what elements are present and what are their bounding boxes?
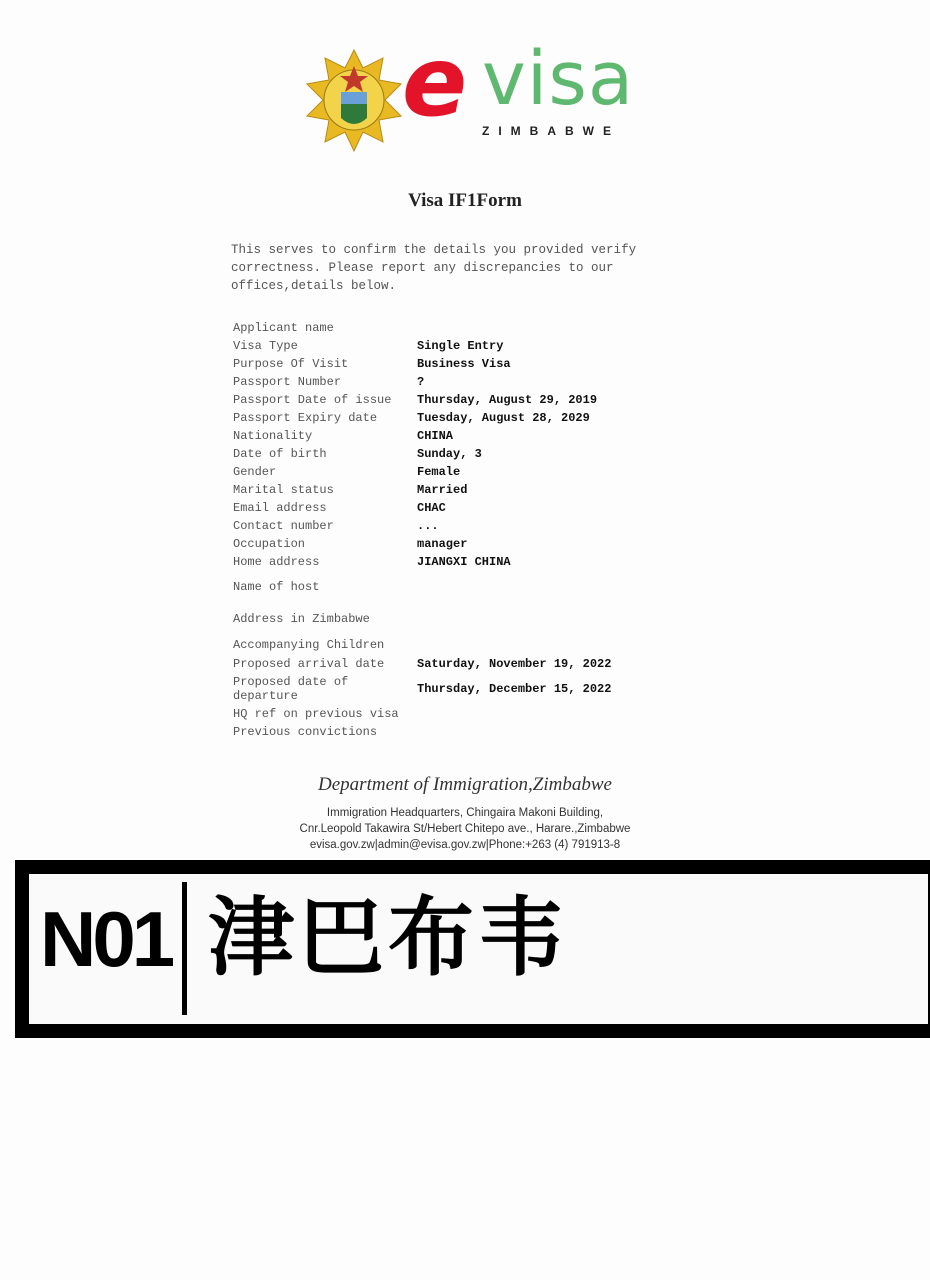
field-value: CHINA (417, 429, 454, 443)
field-label: Proposed arrival date (233, 657, 385, 671)
field-value: Female (417, 465, 461, 479)
form-title: Visa IF1Form (408, 190, 522, 211)
field-value: CHAC (417, 501, 446, 515)
field-label: Contact number (233, 519, 334, 533)
contact-line: evisa.gov.zw|admin@evisa.gov.zw|Phone:+263 (4) 791913-8 (309, 839, 621, 851)
field-label: Name of host (233, 580, 320, 594)
field-value: Married (417, 483, 468, 497)
field-value: Single Entry (417, 339, 504, 353)
banner-number: N01 (40, 895, 172, 983)
field-label: Passport Date of issue (233, 393, 392, 407)
banner-divider (182, 882, 187, 1015)
field-value: Saturday, November 19, 2022 (417, 657, 612, 671)
immigration-seal-logo (305, 48, 403, 153)
field-label: Visa Type (233, 339, 298, 353)
address-line-1: Immigration Headquarters, Chingaira Makoni Building, (326, 807, 604, 819)
field-label: Home address (233, 555, 320, 569)
field-value: Sunday, 3 (417, 447, 482, 461)
department-name: Department of Immigration,Zimbabwe (318, 774, 612, 795)
field-label: Previous convictions (233, 725, 378, 739)
field-value: manager (417, 537, 468, 551)
logo-e: e (402, 26, 468, 138)
field-value: JIANGXI CHINA (417, 555, 511, 569)
field-value: ... (417, 519, 439, 533)
logo-visa: visa (482, 36, 635, 122)
intro-text: This serves to confirm the details you provided verify correctness. Please report any discrepancies to our offices,details below. (231, 243, 637, 293)
field-label: Gender (233, 465, 277, 479)
field-label: Marital status (233, 483, 334, 497)
field-label: Passport Number (233, 375, 342, 389)
field-label: Date of birth (233, 447, 327, 461)
field-label: Purpose Of Visit (233, 357, 349, 371)
field-label: Occupation (233, 537, 306, 551)
field-label: Passport Expiry date (233, 411, 378, 425)
field-label: Proposed date of departure (233, 675, 349, 703)
field-value: Business Visa (417, 357, 511, 371)
footer-address (0, 805, 930, 853)
logo-zimbabwe: ZIMBABWE (482, 124, 620, 138)
field-label: Email address (233, 501, 327, 515)
field-value: ? (417, 375, 425, 389)
address-line-2: Cnr.Leopold Takawira St/Hebert Chitepo ave., Harare.,Zimbabwe (299, 823, 631, 835)
field-label: Address in Zimbabwe (233, 612, 370, 626)
field-value: Tuesday, August 28, 2029 (417, 411, 590, 425)
field-label: Accompanying Children (233, 638, 385, 652)
field-value: Thursday, December 15, 2022 (417, 682, 612, 696)
field-label: Nationality (233, 429, 313, 443)
banner-title: 津巴布韦 (208, 890, 568, 986)
field-label: Applicant name (233, 321, 334, 335)
field-value: Thursday, August 29, 2019 (417, 393, 598, 407)
field-label: HQ ref on previous visa (233, 707, 399, 721)
